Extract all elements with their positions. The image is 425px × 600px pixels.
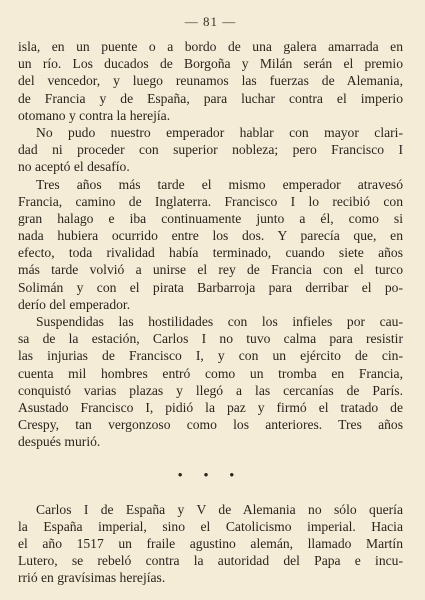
text-line: conquistó varias plazas y llegó a las cercanías de París. [18,382,403,398]
text-line: Crespy, tan vergonzoso como los anteriores. Tres años [18,417,403,433]
text-line: dad ni proceder con superior nobleza; pero Francisco I [18,142,403,158]
section-break-ornament: • • • [177,466,244,482]
text-line: no aceptó el desafío. [18,159,130,175]
text-line: Francia, camino de Inglaterra. Francisco I lo recibió con [18,193,403,209]
paragraph-5 [18,501,403,587]
text-line: derío del emperador. [18,296,131,312]
text-line: el año 1517 un fraile agustino alemán, llamado Martín [18,535,403,551]
text-line: Carlos I de España y V de Alemania no sólo quería [36,501,403,517]
text-line: rrió en gravísimas herejías. [18,570,166,586]
text-line: gran halago e iba continuamente junto a él, como si [18,210,403,226]
paragraph-2 [18,124,403,176]
text-line: nada hubiera ocurrido entre los dos. Y parecía que, en [18,228,403,244]
paragraph-1 [18,38,403,124]
text-line: Suspendidas las hostilidades con los infieles por cau- [36,314,403,329]
paragraph-4 [18,313,403,451]
text-line: más tarde volvió a unirse el rey de Francia con el turco [18,262,403,278]
text-line: sa de la estación, Carlos I no tuvo calma para resistir [18,331,403,347]
text-line: isla, en un puente o a bordo de una galera amarrada en [18,39,403,54]
text-line: las injurias de Francisco I, y con un ejército de cin- [18,348,403,364]
text-line: Asustado Francisco I, pidió la paz y firmó el tratado de [18,399,403,415]
text-line: después murió. [18,434,101,450]
text-line: Solimán y con el pirata Barbarroja para derribar el po- [18,279,403,295]
text-line: la España imperial, sino el Catolicismo imperial. Hacia [18,518,403,534]
text-line: No pudo nuestro emperador hablar con mayor clari- [36,124,403,140]
text-line: cuenta mil hombres entró como un tromba en Francia, [18,365,403,381]
paragraph-3 [18,176,403,314]
text-line: efecto, toda rivalidad había terminado, cuando siete años [18,245,403,261]
text-line: un río. Los ducados de Borgoña y Milán serán el premio [18,56,403,72]
page-number-header: — 81 — [184,14,237,29]
text-line: de Francia y de España, para luchar contra el imperio [18,90,403,106]
text-line: del vencedor, y luego reunamos las fuerzas de Alemania, [18,73,403,89]
text-line: otomano y contra la herejía. [18,107,171,123]
text-line: Tres años más tarde el mismo emperador atravesó [36,176,403,192]
text-line: Lutero, se rebeló contra la autoridad del Papa e incu- [18,553,403,569]
